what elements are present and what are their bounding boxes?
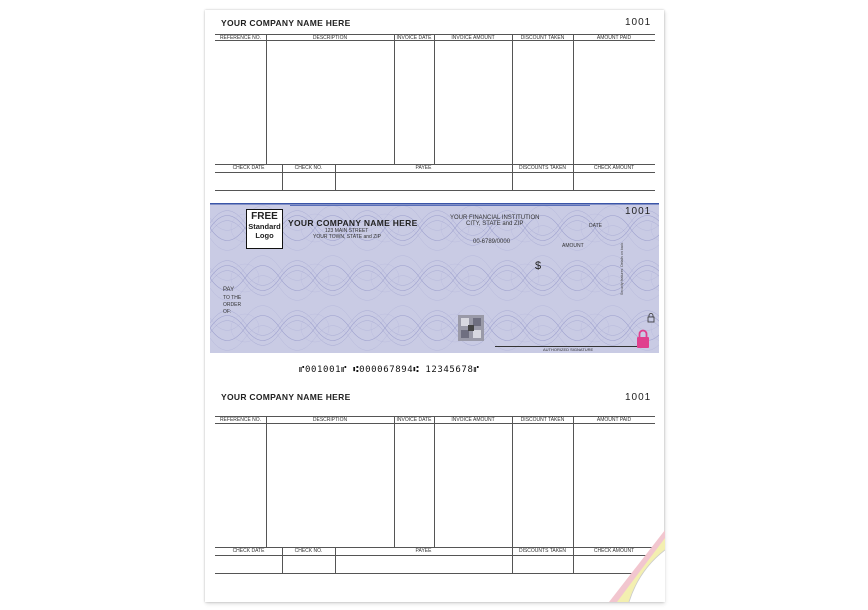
- amount-label: AMOUNT: [562, 243, 584, 249]
- bottom-stub-number: 1001: [625, 392, 652, 403]
- column-header: DESCRIPTION: [312, 34, 348, 41]
- column-header: CHECK NO.: [294, 548, 323, 554]
- divider: [215, 555, 655, 556]
- column-header: DISCOUNT TAKEN: [520, 34, 565, 41]
- column-header: CHECK DATE: [232, 165, 265, 171]
- logo-text: Standard: [248, 222, 281, 231]
- check-body: [210, 203, 659, 353]
- signature-label: AUTHORIZED SIGNATURE: [543, 347, 594, 352]
- divider: [215, 423, 655, 424]
- divider: [266, 34, 267, 164]
- top-stub-number: 1001: [625, 17, 652, 28]
- logo-text: Logo: [255, 231, 274, 240]
- bank-city: CITY, STATE and ZIP: [466, 221, 524, 227]
- column-header: DISCOUNT TAKEN: [520, 417, 565, 423]
- check-address-line: YOUR TOWN, STATE and ZIP: [313, 234, 381, 240]
- column-header: CHECK DATE: [232, 548, 265, 554]
- top-stub-company: YOUR COMPANY NAME HERE: [221, 18, 351, 28]
- column-header: CHECK AMOUNT: [593, 548, 635, 554]
- column-header: INVOICE AMOUNT: [451, 417, 495, 423]
- divider: [215, 190, 655, 191]
- dollar-sign: $: [535, 260, 542, 272]
- column-header: CHECK NO.: [294, 165, 323, 171]
- column-header: INVOICE DATE: [396, 417, 432, 423]
- check-number: 1001: [625, 206, 652, 217]
- column-header: DISCOUNTS TAKEN: [518, 165, 567, 171]
- page-curl: [609, 530, 665, 602]
- pay-label: PAY: [223, 287, 235, 293]
- bottom-stub-company: YOUR COMPANY NAME HERE: [221, 392, 351, 402]
- divider: [394, 34, 395, 164]
- padlock-icon: [636, 329, 650, 349]
- column-header: AMOUNT PAID: [596, 34, 632, 41]
- column-header: PAYEE: [415, 548, 432, 554]
- logo-text: FREE: [251, 211, 278, 222]
- company-logo: [246, 209, 283, 249]
- column-header: CHECK AMOUNT: [593, 165, 635, 171]
- divider: [434, 34, 435, 164]
- divider: [215, 573, 655, 574]
- divider: [434, 416, 435, 547]
- order-label: TO THE: [223, 295, 242, 301]
- column-header: AMOUNT PAID: [596, 417, 632, 423]
- divider: [215, 172, 655, 173]
- column-header: PAYEE: [415, 165, 432, 171]
- check-company-name: YOUR COMPANY NAME HERE: [288, 218, 418, 228]
- date-label: DATE: [589, 223, 602, 229]
- column-header: REFERENCE NO.: [219, 34, 262, 41]
- check-document: [205, 10, 664, 602]
- hologram-icon: [458, 315, 484, 341]
- column-header: INVOICE DATE: [396, 34, 432, 41]
- bank-name: YOUR FINANCIAL INSTITUTION: [450, 215, 540, 221]
- column-header: INVOICE AMOUNT: [451, 34, 495, 41]
- column-header: DESCRIPTION: [312, 417, 348, 423]
- micr-line: ⑈001001⑈ ⑆000067894⑆ 12345678⑈: [299, 365, 480, 375]
- security-note: Security features. Details on back.: [620, 241, 624, 295]
- column-header: DISCOUNTS TAKEN: [518, 548, 567, 554]
- lock-icon: [647, 313, 655, 323]
- order-label: ORDER: [223, 302, 242, 308]
- order-label: OF:: [223, 309, 232, 315]
- column-header: REFERENCE NO.: [219, 417, 262, 423]
- divider: [394, 416, 395, 547]
- divider: [266, 416, 267, 547]
- fraction-code: 00-6789/0000: [473, 239, 511, 245]
- check-address-line: 123 MAIN STREET: [325, 228, 369, 234]
